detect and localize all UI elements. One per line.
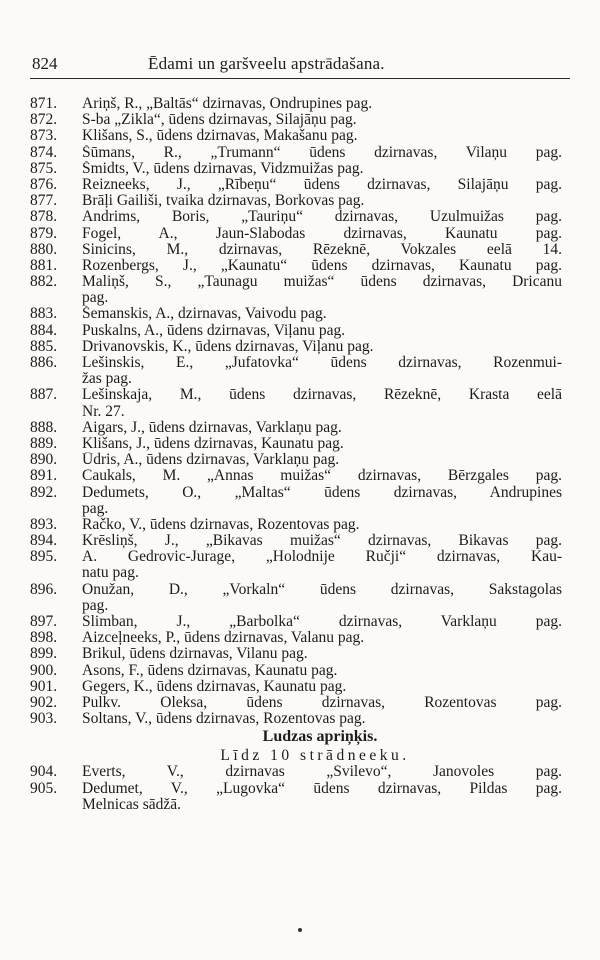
entry-row <box>0 193 600 209</box>
entry-number: 887. <box>30 386 58 404</box>
entry-row <box>0 614 600 630</box>
entry-text: Puskalns, A., ūdens dzirnavas, Viļanu pag. <box>82 322 346 339</box>
entry-text: Brāļi Gailiši, tvaika dzirnavas, Borkovas pag. <box>82 193 365 210</box>
entry-text: Šmidts, V., ūdens dzirnavas, Vidzmuižas pag. <box>82 160 364 177</box>
entry-text: natu pag. <box>82 565 139 582</box>
entry-row <box>0 420 600 436</box>
entry-text: Aizceļneeks, P., ūdens dzirnavas, Valanu pag. <box>82 630 365 647</box>
entry-number: 890. <box>30 451 58 469</box>
entry-number: 875. <box>30 159 58 177</box>
entry-text: Fogel, A., Jaun-Slabodas dzirnavas, Kaunatu pag. <box>82 225 562 242</box>
entry-row <box>0 695 600 711</box>
entry-row <box>0 549 600 565</box>
entry-number: 873. <box>30 127 58 145</box>
entry-text: Krēsliņš, J., „Bikavas muižas“ dzirnavas, Bikavas pag. <box>82 533 562 550</box>
entry-text: pag. <box>82 290 109 307</box>
entry-text: pag. <box>82 500 109 517</box>
entry-number: 891. <box>30 467 58 485</box>
entry-number: 904. <box>30 763 58 781</box>
entry-number: 881. <box>30 256 58 274</box>
entry-text: Reizneeks, J., „Rībeņu“ ūdens dzirnavas, Silajāņu pag. <box>82 176 562 193</box>
entry-row <box>0 128 600 144</box>
entry-number: 895. <box>30 548 58 566</box>
entry-continuation-row <box>0 797 600 813</box>
entry-row <box>0 339 600 355</box>
entry-number: 902. <box>30 693 58 711</box>
entry-text: Rozenbergs, J., „Kaunatu“ ūdens dzirnavas, Kaunatu pag. <box>82 257 562 274</box>
entry-text: Lešinskis, E., „Jufatovka“ ūdens dzirnavas, Rozenmui- <box>82 355 562 371</box>
entry-text: Brikul, ūdens dzirnavas, Vilanu pag. <box>82 646 308 663</box>
entry-number: 888. <box>30 418 58 436</box>
page-number: 824 <box>32 54 58 73</box>
entry-text: Gegers, K., ūdens dzirnavas, Kaunatu pag. <box>82 678 347 695</box>
entry-row <box>0 274 600 290</box>
entry-row <box>0 517 600 533</box>
entry-number: 889. <box>30 434 58 452</box>
entry-text: Everts, V., dzirnavas „Svilevo“, Janovoles pag. <box>82 764 562 781</box>
entry-number: 893. <box>30 515 58 533</box>
entry-text: Andrims, Boris, „Tauriņu“ dzirnavas, Uzulmuižas pag. <box>82 209 562 226</box>
entry-number: 897. <box>30 613 58 630</box>
entry-row <box>0 582 600 598</box>
entry-text: Lešinskaja, M., ūdens dzirnavas, Rēzeknē, Krasta eelā <box>82 387 562 404</box>
entry-row <box>0 630 600 646</box>
entry-text: Sinicins, M., dzirnavas, Rēzeknē, Vokzales eelā 14. <box>82 241 562 258</box>
entry-row <box>0 177 600 193</box>
entry-number: 896. <box>30 580 58 598</box>
entry-number: 880. <box>30 240 58 258</box>
entry-number: 898. <box>30 629 58 647</box>
entry-row <box>0 96 600 112</box>
entry-number: 886. <box>30 354 58 371</box>
entry-text: pag. <box>82 597 109 614</box>
entry-number: 883. <box>30 305 58 323</box>
entry-number: 905. <box>30 779 58 797</box>
entry-continuation-row <box>0 371 600 387</box>
entry-row <box>0 323 600 339</box>
entry-number: 877. <box>30 192 58 210</box>
entry-text: Dedumets, O., „Maltas“ ūdens dzirnavas, Andrupines <box>82 484 562 501</box>
entry-number: 874. <box>30 143 58 161</box>
entry-row <box>0 145 600 161</box>
entry-row <box>0 781 600 797</box>
entry-row <box>0 112 600 128</box>
entry-continuation-row <box>0 598 600 614</box>
entry-text: Nr. 27. <box>82 403 125 420</box>
entry-row <box>0 209 600 225</box>
entry-number: 899. <box>30 645 58 663</box>
entry-number: 894. <box>30 532 58 550</box>
entry-text: A. Gedrovic-Jurage, „Holodnije Ručji“ dzirnavas, Kau- <box>82 549 562 566</box>
entry-number: 900. <box>30 661 58 679</box>
entry-continuation-row <box>0 501 600 517</box>
section-title: Ludzas apriņķis. <box>262 728 378 746</box>
entry-row <box>0 226 600 242</box>
entry-text: Ariņš, R., „Baltās“ dzirnavas, Ondrupines pag. <box>82 96 373 112</box>
entry-text: Asons, F., ūdens dzirnavas, Kaunatu pag. <box>82 662 338 679</box>
entry-text: Maliņš, S., „Taunagu muižas“ ūdens dzirnavas, Dricanu <box>82 274 562 291</box>
entry-continuation-row <box>0 290 600 306</box>
entry-row <box>0 468 600 484</box>
entry-text: Soltans, V., ūdens dzirnavas, Rozentovas pag. <box>82 711 366 728</box>
entry-text: Pulkv. Oleksa, ūdens dzirnavas, Rozentovas pag. <box>82 694 562 711</box>
entry-number: 903. <box>30 710 58 728</box>
entry-continuation-row <box>0 565 600 581</box>
entry-row <box>0 663 600 679</box>
entry-text: žas pag. <box>82 371 132 388</box>
entry-row <box>0 646 600 662</box>
entry-row <box>0 452 600 468</box>
entry-text: Ūdris, A., ūdens dzirnavas, Varklaņu pag. <box>82 452 340 469</box>
entry-text: Šemanskis, A., dzirnavas, Vaivodu pag. <box>82 306 327 323</box>
entry-text: Drivanovskis, K., ūdens dzirnavas, Viļanu pag. <box>82 338 374 355</box>
entry-row <box>0 533 600 549</box>
entry-number: 882. <box>30 273 58 291</box>
entry-text: Onužan, D., „Vorkaln“ ūdens dzirnavas, Sakstagolas <box>82 581 562 598</box>
entry-row <box>0 679 600 695</box>
entry-row <box>0 436 600 452</box>
page-header <box>30 52 570 79</box>
entry-row <box>0 387 600 403</box>
entry-row <box>0 355 600 371</box>
entry-text: Aigars, J., ūdens dzirnavas, Varklaņu pag. <box>82 419 342 436</box>
entry-row <box>0 161 600 177</box>
entry-number: 872. <box>30 111 58 129</box>
entry-text: S-ba „Zikla“, ūdens dzirnavas, Silajāņu pag. <box>82 112 357 129</box>
entry-number: 871. <box>30 95 58 112</box>
entry-row <box>0 711 600 727</box>
entry-number: 876. <box>30 175 58 193</box>
entry-text: Dedumet, V., „Lugovka“ ūdens dzirnavas, Pildas pag. <box>82 780 562 797</box>
entry-text: Melnicas sādžā. <box>82 796 181 813</box>
entry-number: 885. <box>30 337 58 355</box>
entry-row <box>0 485 600 501</box>
entry-row <box>0 242 600 258</box>
entry-number: 878. <box>30 208 58 226</box>
entry-number: 901. <box>30 677 58 695</box>
entry-text: Caukals, M. „Annas muižas“ dzirnavas, Bērzgales pag. <box>82 468 562 485</box>
entry-text: Slimban, J., „Barbolka“ dzirnavas, Varklaņu pag. <box>82 614 562 630</box>
printer-dot <box>298 928 302 932</box>
entry-text: Klišans, J., ūdens dzirnavas, Kaunatu pag. <box>82 435 344 452</box>
entry-list <box>0 96 600 813</box>
entry-continuation-row <box>0 404 600 420</box>
entry-text: Račko, V., ūdens dzirnavas, Rozentovas pag. <box>82 516 360 533</box>
entry-text: Klišans, S., ūdens dzirnavas, Makašanu pag. <box>82 128 358 145</box>
running-title: Ēdami un garšveelu apstrādašana. <box>148 54 385 73</box>
entry-number: 884. <box>30 321 58 339</box>
entry-row <box>0 258 600 274</box>
entry-row <box>0 764 600 780</box>
entry-number: 892. <box>30 483 58 501</box>
entry-number: 879. <box>30 224 58 242</box>
section-subtitle: Līdz 10 strādneeku. <box>220 747 410 765</box>
entry-text: Šūmans, R., „Trumann“ ūdens dzirnavas, Vilaņu pag. <box>82 144 562 161</box>
entry-row <box>0 306 600 322</box>
